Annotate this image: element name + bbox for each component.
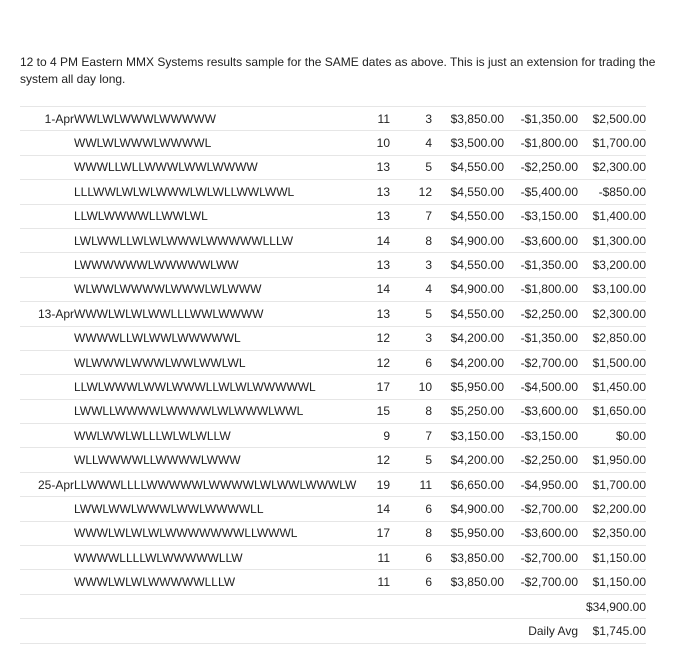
gain-cell: $4,900.00	[432, 277, 504, 301]
table-row	[20, 131, 646, 155]
avg-spacer	[20, 619, 74, 643]
loss-cell: -$2,250.00	[504, 302, 578, 326]
table-row	[20, 204, 646, 228]
trades-cell: 14	[370, 228, 390, 252]
gain-cell: $3,500.00	[432, 131, 504, 155]
loss-cell: -$4,950.00	[504, 472, 578, 496]
gain-cell: $6,650.00	[432, 472, 504, 496]
date-cell	[20, 521, 74, 545]
table-row	[20, 228, 646, 252]
losses-cell: 6	[390, 497, 432, 521]
gain-cell: $4,550.00	[432, 302, 504, 326]
date-cell	[20, 180, 74, 204]
table-row	[20, 375, 646, 399]
net-cell: $1,950.00	[578, 448, 646, 472]
loss-cell: -$2,250.00	[504, 155, 578, 179]
gain-cell: $4,200.00	[432, 350, 504, 374]
date-cell	[20, 253, 74, 277]
sequence-cell: LWLWWLLWLWLWWWLWWWWWLLLW	[74, 228, 370, 252]
gain-cell: $5,950.00	[432, 375, 504, 399]
sequence-cell: LWWWWWWLWWWWWLWW	[74, 253, 370, 277]
trades-cell: 12	[370, 326, 390, 350]
net-cell: $1,150.00	[578, 546, 646, 570]
net-cell: $0.00	[578, 424, 646, 448]
date-cell	[20, 131, 74, 155]
total-spacer	[432, 594, 504, 618]
loss-cell: -$1,350.00	[504, 326, 578, 350]
sequence-cell: WWWWLLLLWLWWWWWLLW	[74, 546, 370, 570]
sequence-cell: WWWLWLWLWLWWWWWWWLLWWWL	[74, 521, 370, 545]
trades-cell: 9	[370, 424, 390, 448]
date-cell	[20, 375, 74, 399]
sequence-cell: WWLWWLWLLLWLWLWLLW	[74, 424, 370, 448]
losses-cell: 10	[390, 375, 432, 399]
net-cell: $2,300.00	[578, 155, 646, 179]
loss-cell: -$3,600.00	[504, 399, 578, 423]
gain-cell: $3,850.00	[432, 546, 504, 570]
net-cell: -$850.00	[578, 180, 646, 204]
loss-cell: -$1,350.00	[504, 253, 578, 277]
net-cell: $3,100.00	[578, 277, 646, 301]
sequence-cell: WWWWLLWLWWLWWWWWL	[74, 326, 370, 350]
loss-cell: -$5,400.00	[504, 180, 578, 204]
net-cell: $2,850.00	[578, 326, 646, 350]
gain-cell: $5,250.00	[432, 399, 504, 423]
loss-cell: -$2,250.00	[504, 448, 578, 472]
loss-cell: -$2,700.00	[504, 350, 578, 374]
trades-cell: 14	[370, 497, 390, 521]
sequence-cell: WWWLWLWLWWWWWLLLW	[74, 570, 370, 594]
net-cell: $2,300.00	[578, 302, 646, 326]
summary-row-daily-avg	[20, 619, 646, 643]
intro-paragraph: 12 to 4 PM Eastern MMX Systems results sample for the SAME dates as above. This is just an extension for trading the system all day long.	[20, 55, 656, 86]
sequence-cell: WWWLWLWLWWLLLWWLWWWW	[74, 302, 370, 326]
sequence-cell: WLWWWLWWWLWWLWWLWL	[74, 350, 370, 374]
losses-cell: 6	[390, 570, 432, 594]
avg-spacer	[74, 619, 370, 643]
table-row	[20, 277, 646, 301]
table-row	[20, 350, 646, 374]
loss-cell: -$2,700.00	[504, 570, 578, 594]
losses-cell: 3	[390, 326, 432, 350]
date-cell	[20, 424, 74, 448]
gain-cell: $4,550.00	[432, 204, 504, 228]
total-spacer	[20, 594, 74, 618]
table-row	[20, 570, 646, 594]
loss-cell: -$3,600.00	[504, 228, 578, 252]
daily-avg-value: $1,745.00	[578, 619, 646, 643]
trades-cell: 17	[370, 521, 390, 545]
avg-spacer	[390, 619, 432, 643]
table-row	[20, 521, 646, 545]
trades-cell: 12	[370, 350, 390, 374]
sequence-cell: LWWLWWLWWWLWWLWWWWLL	[74, 497, 370, 521]
date-cell: 25-Apr	[20, 472, 74, 496]
losses-cell: 7	[390, 204, 432, 228]
loss-cell: -$2,700.00	[504, 546, 578, 570]
gain-cell: $3,150.00	[432, 424, 504, 448]
date-cell	[20, 350, 74, 374]
net-cell: $1,500.00	[578, 350, 646, 374]
gain-cell: $4,200.00	[432, 448, 504, 472]
net-cell: $1,700.00	[578, 472, 646, 496]
trades-cell: 12	[370, 448, 390, 472]
table-row	[20, 155, 646, 179]
loss-cell: -$1,350.00	[504, 107, 578, 131]
loss-cell: -$4,500.00	[504, 375, 578, 399]
total-value: $34,900.00	[578, 594, 646, 618]
table-row	[20, 253, 646, 277]
total-spacer	[370, 594, 390, 618]
sequence-cell: WWLWLWWWLWWWWW	[74, 107, 370, 131]
results-table-body	[20, 107, 646, 644]
trades-cell: 13	[370, 204, 390, 228]
losses-cell: 8	[390, 399, 432, 423]
trades-cell: 11	[370, 570, 390, 594]
losses-cell: 5	[390, 448, 432, 472]
total-label	[504, 594, 578, 618]
sequence-cell: WLLWWWWLLWWWWLWWW	[74, 448, 370, 472]
table-row	[20, 302, 646, 326]
trades-cell: 19	[370, 472, 390, 496]
net-cell: $1,650.00	[578, 399, 646, 423]
date-cell	[20, 546, 74, 570]
net-cell: $1,700.00	[578, 131, 646, 155]
table-row	[20, 497, 646, 521]
net-cell: $1,150.00	[578, 570, 646, 594]
table-row	[20, 107, 646, 131]
gain-cell: $4,200.00	[432, 326, 504, 350]
net-cell: $3,200.00	[578, 253, 646, 277]
date-cell	[20, 155, 74, 179]
gain-cell: $4,550.00	[432, 253, 504, 277]
trades-cell: 15	[370, 399, 390, 423]
losses-cell: 7	[390, 424, 432, 448]
sequence-cell: WWLWLWWWLWWWWL	[74, 131, 370, 155]
date-cell	[20, 204, 74, 228]
sequence-cell: LLWLWWWLWWLWWWLLWLWLWWWWWL	[74, 375, 370, 399]
date-cell	[20, 497, 74, 521]
gain-cell: $4,900.00	[432, 497, 504, 521]
results-table	[20, 106, 646, 644]
net-cell: $1,400.00	[578, 204, 646, 228]
loss-cell: -$3,150.00	[504, 424, 578, 448]
date-cell	[20, 448, 74, 472]
table-row	[20, 180, 646, 204]
losses-cell: 5	[390, 302, 432, 326]
sequence-cell: LLWLWWWWLLWWLWL	[74, 204, 370, 228]
trades-cell: 11	[370, 546, 390, 570]
trades-cell: 11	[370, 107, 390, 131]
date-cell	[20, 570, 74, 594]
sequence-cell: WWWLLWLLWWWLWWLWWWW	[74, 155, 370, 179]
gain-cell: $3,850.00	[432, 107, 504, 131]
summary-row-total	[20, 594, 646, 618]
net-cell: $2,500.00	[578, 107, 646, 131]
losses-cell: 6	[390, 350, 432, 374]
sequence-cell: LWWLLWWWWLWWWWLWLWWWLWWL	[74, 399, 370, 423]
sequence-cell: LLWWWLLLLWWWWWLWWWWLWLWWLWWWLW	[74, 472, 370, 496]
net-cell: $2,200.00	[578, 497, 646, 521]
trades-cell: 13	[370, 155, 390, 179]
losses-cell: 11	[390, 472, 432, 496]
loss-cell: -$1,800.00	[504, 277, 578, 301]
loss-cell: -$3,600.00	[504, 521, 578, 545]
losses-cell: 6	[390, 546, 432, 570]
trades-cell: 17	[370, 375, 390, 399]
date-cell	[20, 326, 74, 350]
gain-cell: $3,850.00	[432, 570, 504, 594]
table-row	[20, 399, 646, 423]
loss-cell: -$2,700.00	[504, 497, 578, 521]
total-spacer	[74, 594, 370, 618]
net-cell: $1,450.00	[578, 375, 646, 399]
table-row	[20, 424, 646, 448]
avg-spacer	[432, 619, 504, 643]
gain-cell: $5,950.00	[432, 521, 504, 545]
losses-cell: 4	[390, 277, 432, 301]
losses-cell: 8	[390, 521, 432, 545]
trades-cell: 13	[370, 253, 390, 277]
losses-cell: 8	[390, 228, 432, 252]
table-row	[20, 326, 646, 350]
gain-cell: $4,900.00	[432, 228, 504, 252]
date-cell	[20, 277, 74, 301]
date-cell	[20, 399, 74, 423]
date-cell: 13-Apr	[20, 302, 74, 326]
sequence-cell: WLWWLWWWWLWWWLWLWWW	[74, 277, 370, 301]
table-row	[20, 472, 646, 496]
trades-cell: 10	[370, 131, 390, 155]
losses-cell: 3	[390, 107, 432, 131]
trades-cell: 14	[370, 277, 390, 301]
gain-cell: $4,550.00	[432, 155, 504, 179]
date-cell: 1-Apr	[20, 107, 74, 131]
trades-cell: 13	[370, 302, 390, 326]
losses-cell: 4	[390, 131, 432, 155]
losses-cell: 12	[390, 180, 432, 204]
loss-cell: -$3,150.00	[504, 204, 578, 228]
net-cell: $2,350.00	[578, 521, 646, 545]
table-row	[20, 448, 646, 472]
sequence-cell: LLLWWLWLWLWWWLWLWLLWWLWWL	[74, 180, 370, 204]
avg-spacer	[370, 619, 390, 643]
total-spacer	[390, 594, 432, 618]
loss-cell: -$1,800.00	[504, 131, 578, 155]
losses-cell: 3	[390, 253, 432, 277]
daily-avg-label: Daily Avg	[504, 619, 578, 643]
table-row	[20, 546, 646, 570]
net-cell: $1,300.00	[578, 228, 646, 252]
losses-cell: 5	[390, 155, 432, 179]
date-cell	[20, 228, 74, 252]
gain-cell: $4,550.00	[432, 180, 504, 204]
trades-cell: 13	[370, 180, 390, 204]
